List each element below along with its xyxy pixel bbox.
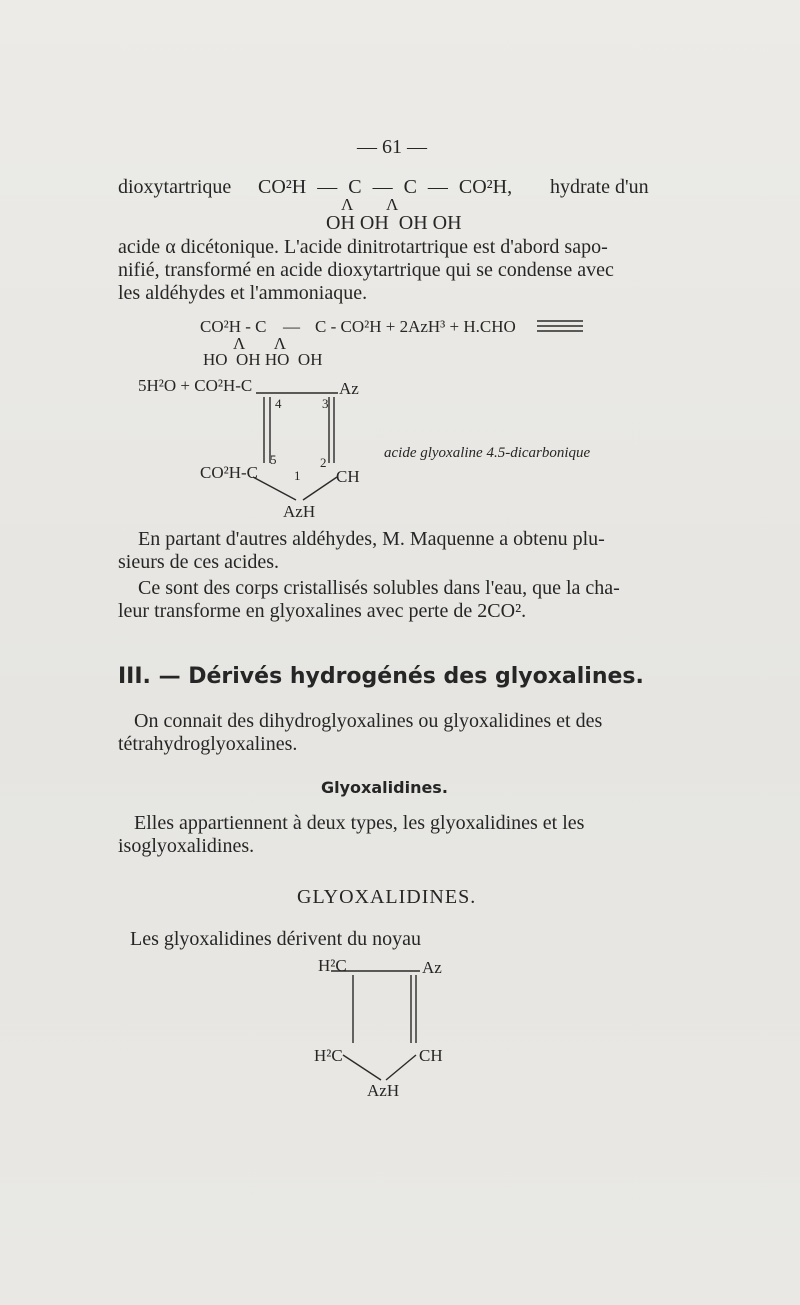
paragraph-6: Les glyoxalidines dérivent du noyau <box>130 928 422 950</box>
subheading: Glyoxalidines. <box>321 778 448 797</box>
ring1-bottom: AzH <box>283 502 316 521</box>
ring2-lower-right-bond <box>386 1055 416 1080</box>
paragraph-line: acide α dicétonique. L'acide dinitrotartrique est d'abord sapo- <box>118 236 608 258</box>
subsection-title: GLYOXALIDINES. <box>297 886 477 908</box>
formula1-oh-groups: OH OH OH OH <box>326 212 462 234</box>
formula1-main: CO²H — C — C — CO²H, <box>258 176 513 198</box>
paragraph-line: tétrahydroglyoxalines. <box>118 733 298 755</box>
ring2-top-right: Az <box>422 958 442 977</box>
formula1-prefix: dioxytartrique <box>118 176 232 198</box>
formula2-oh-groups: HO OH HO OH <box>203 350 323 369</box>
ring1-num2: 2 <box>320 455 327 470</box>
paragraph-line: On connait des dihydroglyoxalines ou glyoxalidines et des <box>134 710 603 732</box>
ring1-num5: 5 <box>270 452 277 467</box>
ring1-top-right: Az <box>339 379 359 398</box>
paragraph-line: leur transforme en glyoxalines avec perte de 2CO². <box>118 600 527 622</box>
paragraph-line: les aldéhydes et l'ammoniaque. <box>118 282 368 304</box>
paragraph-line: sieurs de ces acides. <box>118 551 280 573</box>
paragraph-line: Elles appartiennent à deux types, les glyoxalidines et les <box>134 812 585 834</box>
formula1-carets: Λ Λ <box>341 195 399 214</box>
paragraph-line: isoglyoxalidines. <box>118 835 255 857</box>
ring2-bottom: AzH <box>367 1081 400 1100</box>
formula1-suffix: hydrate d'un <box>550 176 649 198</box>
ring1-prefix: 5H²O + CO²H-C <box>138 376 253 395</box>
formula2-right: C - CO²H + 2AzH³ + H.CHO <box>315 317 516 336</box>
ring1-lower-right-bond <box>303 477 337 500</box>
ring2-bottom-right: CH <box>419 1046 443 1065</box>
ring1-num3: 3 <box>322 396 329 411</box>
paragraph-line: Ce sont des corps cristallisés solubles dans l'eau, que la cha- <box>138 577 620 599</box>
formula2-dash: — <box>283 317 300 336</box>
ring1-bottom-left: CO²H-C <box>200 463 258 482</box>
ring1-num4: 4 <box>275 396 282 411</box>
formula2-carets: Λ Λ <box>233 334 287 353</box>
ring1-bottom-right: CH <box>336 467 360 486</box>
ring1-num1: 1 <box>294 468 301 483</box>
paragraph-line: nifié, transformé en acide dioxytartrique qui se condense avec <box>118 259 614 281</box>
ring1-caption: acide glyoxaline 4.5-dicarbonique <box>384 445 591 461</box>
ring2-lower-left-bond <box>343 1055 381 1080</box>
ring1-lower-left-bond <box>253 477 296 500</box>
ring2-top-left: H²C <box>318 956 347 975</box>
ring2-bottom-left: H²C <box>314 1046 343 1065</box>
formula2-left: CO²H - C <box>200 317 267 336</box>
paragraph-line: En partant d'autres aldéhydes, M. Maquenne a obtenu plu- <box>138 528 605 550</box>
section-heading: III. — Dérivés hydrogénés des glyoxalines. <box>118 664 644 689</box>
page-number: — 61 — <box>357 136 427 158</box>
